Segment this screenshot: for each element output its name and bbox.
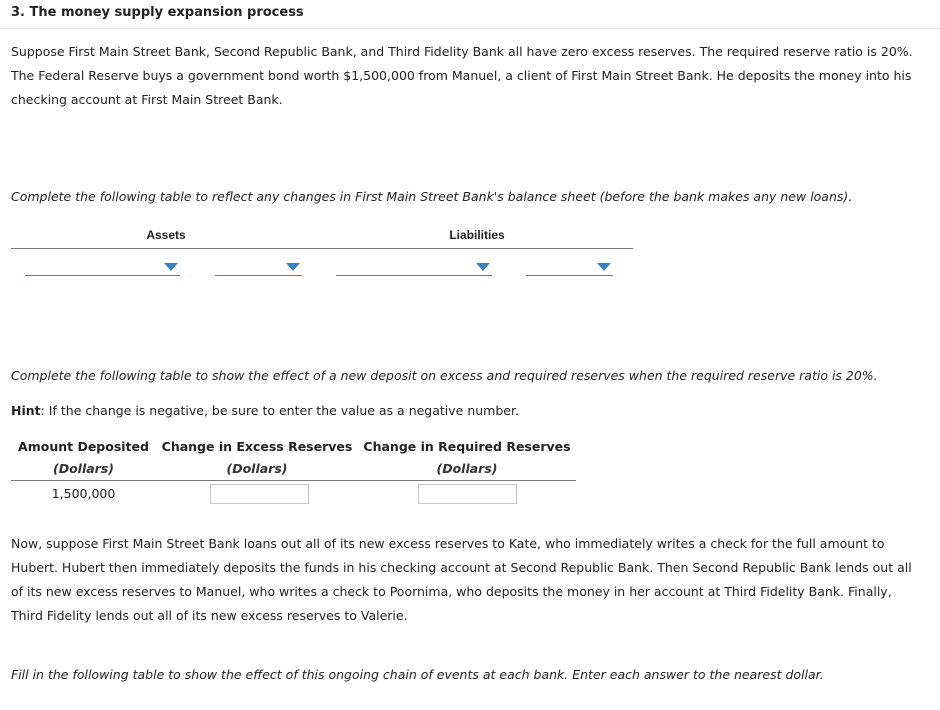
chain-paragraph: Now, suppose First Main Street Bank loans out all of its new excess reserves to Kate, who immediately writes a check for the full amount to Hubert. Hubert then immediately deposits the funds in his checking account at Second Republic Bank. Then Second Republic Bank lends out all of its new excess reserves to Manuel, who writes a check to Poornima, who deposits the money in her account at Third Fidelity Bank. Finally, Third Fidelity lends out all of its new excess reserves to Valerie. <box>11 536 912 623</box>
assets-item-dropdown[interactable] <box>25 259 180 276</box>
col-unit-required: (Dollars) <box>436 461 498 476</box>
excess-reserves-input[interactable] <box>210 484 309 504</box>
chevron-down-icon <box>597 263 611 271</box>
chevron-down-icon <box>164 263 178 271</box>
liabilities-item-dropdown[interactable] <box>336 259 492 276</box>
col-header-amount: Amount Deposited <box>18 439 149 454</box>
col-header-required: Change in Required Reserves <box>363 439 571 454</box>
hint-label: Hint <box>11 403 41 418</box>
required-reserves-input[interactable] <box>418 484 517 504</box>
col-header-excess: Change in Excess Reserves <box>161 439 353 454</box>
chain-instruction: Fill in the following table to show the effect of this ongoing chain of events at each bank. Enter each answer to the nearest dollar. <box>11 667 824 682</box>
liabilities-amount-dropdown[interactable] <box>526 259 613 276</box>
balance-sheet-rule <box>11 248 633 249</box>
liabilities-header: Liabilities <box>449 228 505 242</box>
chevron-down-icon <box>286 263 300 271</box>
balance-sheet-instruction: Complete the following table to reflect any changes in First Main Street Bank's balance sheet (before the bank makes any new loans). <box>11 189 853 204</box>
question-title: 3. The money supply expansion process <box>11 5 304 20</box>
col-unit-amount: (Dollars) <box>53 461 114 476</box>
reserves-table-rule <box>11 480 576 481</box>
assets-header: Assets <box>146 228 186 242</box>
title-divider <box>0 28 940 29</box>
col-unit-excess: (Dollars) <box>226 461 288 476</box>
hint-text: : If the change is negative, be sure to enter the value as a negative number. <box>40 403 519 418</box>
amount-deposited-value: 1,500,000 <box>51 486 116 501</box>
intro-paragraph: Suppose First Main Street Bank, Second Republic Bank, and Third Fidelity Bank all have zero excess reserves. The required reserve ratio is 20%. The Federal Reserve buys a government bond worth $1,500,000 from Manuel, a client of First Main Street Bank. He deposits the money into his checking account at First Main Street Bank. <box>11 44 913 107</box>
reserves-instruction: Complete the following table to show the effect of a new deposit on excess and required reserves when the required reserve ratio is 20%. <box>11 368 878 383</box>
hint <box>11 399 926 423</box>
assets-amount-dropdown[interactable] <box>215 259 302 276</box>
chevron-down-icon <box>476 263 490 271</box>
